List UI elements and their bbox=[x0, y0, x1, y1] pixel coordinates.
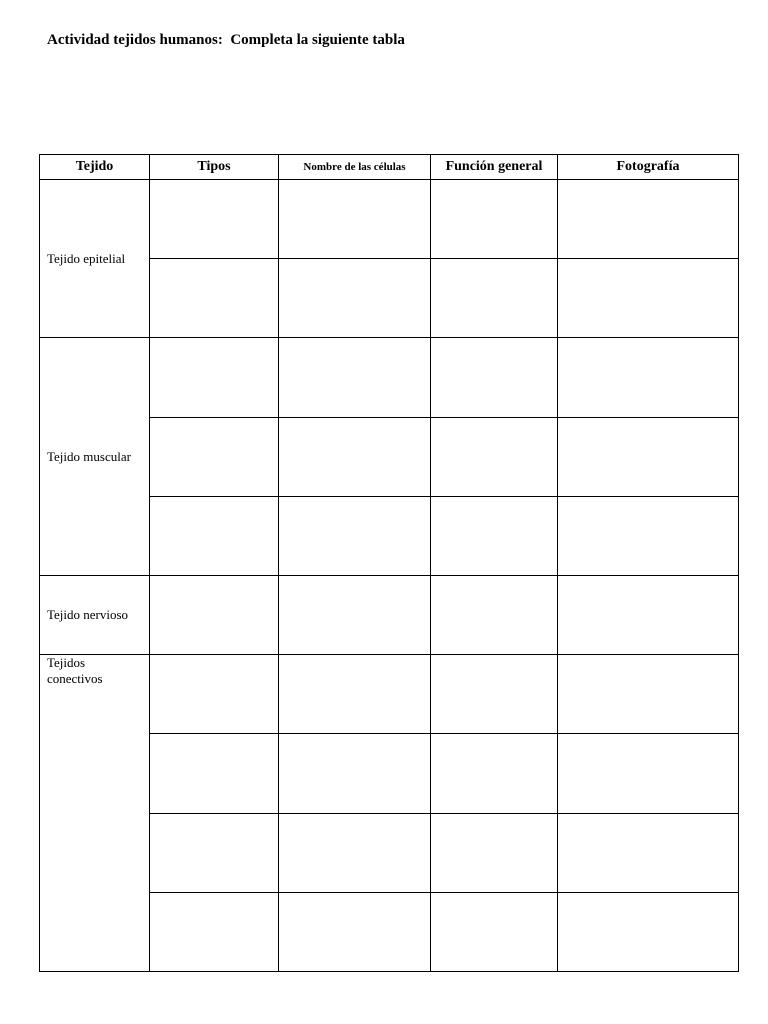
tissue-table bbox=[39, 154, 739, 972]
tipos-cell[interactable] bbox=[150, 259, 279, 338]
table-row bbox=[40, 575, 739, 654]
tissue-name-epitelial: Tejido epitelial bbox=[40, 180, 150, 338]
header-tipos: Tipos bbox=[150, 155, 279, 180]
fotografia-cell[interactable] bbox=[558, 259, 739, 338]
funcion-general-cell[interactable] bbox=[431, 734, 558, 813]
fotografia-cell[interactable] bbox=[558, 734, 739, 813]
funcion-general-cell[interactable] bbox=[431, 655, 558, 734]
page-title: Actividad tejidos humanos: Completa la siguiente tabla bbox=[47, 32, 405, 48]
tipos-cell[interactable] bbox=[150, 655, 279, 734]
header-fotografia: Fotografía bbox=[558, 155, 739, 180]
tipos-cell[interactable] bbox=[150, 892, 279, 971]
tipos-cell[interactable] bbox=[150, 575, 279, 654]
nombre-celulas-cell[interactable] bbox=[279, 180, 431, 259]
funcion-general-cell[interactable] bbox=[431, 259, 558, 338]
funcion-general-cell[interactable] bbox=[431, 338, 558, 417]
header-nombre-celulas: Nombre de las células bbox=[279, 155, 431, 180]
fotografia-cell[interactable] bbox=[558, 180, 739, 259]
nombre-celulas-cell[interactable] bbox=[279, 259, 431, 338]
table-row bbox=[40, 655, 739, 734]
table-row bbox=[40, 180, 739, 259]
header-tejido: Tejido bbox=[40, 155, 150, 180]
funcion-general-cell[interactable] bbox=[431, 180, 558, 259]
nombre-celulas-cell[interactable] bbox=[279, 655, 431, 734]
fotografia-cell[interactable] bbox=[558, 813, 739, 892]
nombre-celulas-cell[interactable] bbox=[279, 892, 431, 971]
tipos-cell[interactable] bbox=[150, 417, 279, 496]
tipos-cell[interactable] bbox=[150, 813, 279, 892]
nombre-celulas-cell[interactable] bbox=[279, 734, 431, 813]
nombre-celulas-cell[interactable] bbox=[279, 575, 431, 654]
tipos-cell[interactable] bbox=[150, 180, 279, 259]
fotografia-cell[interactable] bbox=[558, 496, 739, 575]
tissue-name-muscular: Tejido muscular bbox=[40, 338, 150, 576]
fotografia-cell[interactable] bbox=[558, 417, 739, 496]
funcion-general-cell[interactable] bbox=[431, 496, 558, 575]
tipos-cell[interactable] bbox=[150, 496, 279, 575]
fotografia-cell[interactable] bbox=[558, 575, 739, 654]
fotografia-cell[interactable] bbox=[558, 338, 739, 417]
tipos-cell[interactable] bbox=[150, 338, 279, 417]
funcion-general-cell[interactable] bbox=[431, 892, 558, 971]
table-row bbox=[40, 338, 739, 417]
funcion-general-cell[interactable] bbox=[431, 417, 558, 496]
tissue-name-conectivos-text: Tejidos conectivos bbox=[47, 655, 103, 687]
table-header-row bbox=[40, 155, 739, 180]
funcion-general-cell[interactable] bbox=[431, 575, 558, 654]
header-funcion-general: Función general bbox=[431, 155, 558, 180]
nombre-celulas-cell[interactable] bbox=[279, 496, 431, 575]
nombre-celulas-cell[interactable] bbox=[279, 338, 431, 417]
fotografia-cell[interactable] bbox=[558, 655, 739, 734]
tipos-cell[interactable] bbox=[150, 734, 279, 813]
nombre-celulas-cell[interactable] bbox=[279, 417, 431, 496]
nombre-celulas-cell[interactable] bbox=[279, 813, 431, 892]
fotografia-cell[interactable] bbox=[558, 892, 739, 971]
tissue-name-conectivos bbox=[40, 655, 150, 972]
funcion-general-cell[interactable] bbox=[431, 813, 558, 892]
tissue-name-nervioso: Tejido nervioso bbox=[40, 575, 150, 654]
